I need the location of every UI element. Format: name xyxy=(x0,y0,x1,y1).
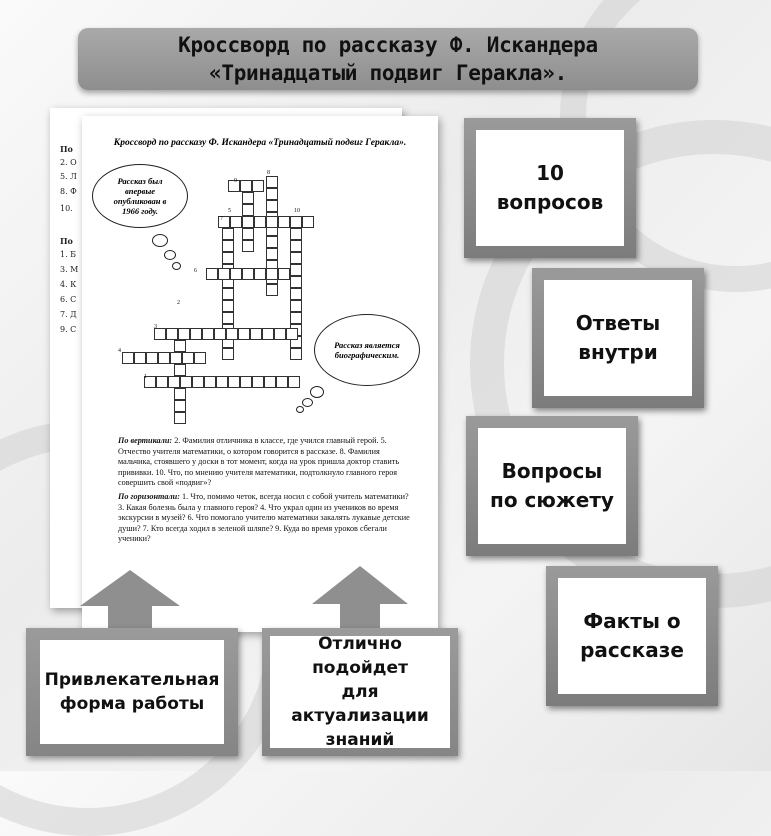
crossword-cell xyxy=(230,268,242,280)
crossword-cell xyxy=(222,240,234,252)
back-sheet-line: 9. С xyxy=(60,325,77,334)
thought-bubble xyxy=(296,406,304,413)
clue-number: 5 xyxy=(228,208,231,214)
crossword-cell xyxy=(242,228,254,240)
crossword-cell xyxy=(222,228,234,240)
crossword-cell xyxy=(290,300,302,312)
crossword-cell xyxy=(278,268,290,280)
crossword-cell xyxy=(290,264,302,276)
fact-cloud-text: Рассказ является биографическим. xyxy=(334,340,400,360)
crossword-cell xyxy=(238,328,250,340)
clue-number: 7 xyxy=(220,216,223,222)
crossword-cell xyxy=(122,352,134,364)
crossword-cell xyxy=(194,352,206,364)
crossword-cell xyxy=(288,376,300,388)
crossword-cell xyxy=(290,288,302,300)
crossword-cell xyxy=(290,348,302,360)
horizontal-clues xyxy=(118,492,414,545)
crossword-cell xyxy=(174,388,186,400)
benefit-box-attractive xyxy=(26,628,238,756)
clue-number: 6 xyxy=(194,268,197,274)
thought-bubble xyxy=(172,262,181,270)
crossword-cell xyxy=(262,328,274,340)
crossword-cell xyxy=(264,376,276,388)
benefit-box-label: Привлекательная форма работы xyxy=(40,640,224,744)
crossword-cell xyxy=(168,376,180,388)
horizontal-clues-text: 1. Что, помимо четок, всегда носил с собой учитель математики? 3. Какая болезнь была у главного героя? 4. Что украл один из учеников во время экскурсии в музей? 6. Что помогало учителю математики закалять лукавые детские души? 7. Кто всегда ходил в зеленой шляпе? 9. Куда во время уроков сбегали ученики? xyxy=(118,492,410,543)
crossword-cell xyxy=(242,192,254,204)
crossword-cell xyxy=(266,236,278,248)
crossword-cell xyxy=(222,252,234,264)
crossword-cell xyxy=(156,376,168,388)
crossword-cell xyxy=(134,352,146,364)
feature-card-answers xyxy=(532,268,704,408)
document-title: Кроссворд по рассказу Ф. Искандера «Тринадцатый подвиг Геракла». xyxy=(113,138,407,148)
clue-number: 10 xyxy=(294,208,300,214)
crossword-cell xyxy=(242,240,254,252)
crossword-cell xyxy=(290,240,302,252)
back-sheet-line: 3. М xyxy=(60,265,79,274)
thought-bubble xyxy=(152,234,168,247)
clue-number: 9 xyxy=(234,178,237,184)
crossword-cell xyxy=(266,176,278,188)
back-sheet-line: По xyxy=(60,236,73,246)
crossword-cell xyxy=(266,216,278,228)
title-banner xyxy=(78,28,698,90)
clue-number: 3 xyxy=(154,324,157,330)
crossword-cell xyxy=(174,412,186,424)
crossword-cell xyxy=(206,268,218,280)
back-sheet-line: 5. Л xyxy=(60,172,77,181)
crossword-cell xyxy=(276,376,288,388)
horizontal-clues-title: По горизонтали: xyxy=(118,492,180,501)
vertical-clues-text: 2. Фамилия отличника в классе, где учился главный герой. 5. Отчество учителя математики, о котором говорится в рассказе. 8. Фамилия мальчика, стоявшего у доски в тот момент, когда на урок пришла доктор ставить прививки. 10. Что, по мнению учителя математики, подтолкнуло главного героя совершить свой «подвиг»? xyxy=(118,436,400,487)
crossword-cell xyxy=(290,216,302,228)
crossword-cell xyxy=(266,200,278,212)
crossword-sheet xyxy=(82,116,438,632)
crossword-cell xyxy=(192,376,204,388)
clue-number: 1 xyxy=(144,374,147,380)
crossword-cell xyxy=(222,300,234,312)
crossword-cell xyxy=(158,352,170,364)
crossword-cell xyxy=(222,312,234,324)
crossword-cell xyxy=(266,268,278,280)
crossword-cell xyxy=(182,352,194,364)
crossword-cell xyxy=(174,400,186,412)
benefit-box-knowledge xyxy=(262,628,458,756)
back-sheet-line: 4. К xyxy=(60,280,77,289)
crossword-cell xyxy=(266,284,278,296)
crossword-cell xyxy=(178,328,190,340)
crossword-cell xyxy=(190,328,202,340)
crossword-cell xyxy=(274,328,286,340)
crossword-cell xyxy=(290,312,302,324)
back-sheet-line: По xyxy=(60,144,73,154)
crossword-cell xyxy=(290,276,302,288)
clue-number: 4 xyxy=(118,348,121,354)
crossword-cell xyxy=(252,376,264,388)
crossword-cell xyxy=(170,352,182,364)
crossword-cell xyxy=(266,188,278,200)
crossword-cell xyxy=(242,204,254,216)
feature-card-label: Вопросы по сюжету xyxy=(490,459,614,512)
feature-card-label: Ответы внутри xyxy=(575,311,661,364)
feature-card-label: Факты о рассказе xyxy=(580,609,684,662)
feature-card-facts xyxy=(546,566,718,706)
thought-bubble xyxy=(164,250,176,260)
page-title: Кроссворд по рассказу Ф. Искандера «Тринадцатый подвиг Геракла». xyxy=(178,33,598,85)
crossword-cell xyxy=(286,328,298,340)
benefit-box-label: Отлично подойдет для актуализации знаний xyxy=(270,636,450,748)
crossword-cell xyxy=(250,328,262,340)
crossword-cell xyxy=(228,376,240,388)
crossword-cell xyxy=(202,328,214,340)
feature-card-plot xyxy=(466,416,638,556)
crossword-cell xyxy=(240,180,252,192)
back-sheet-line: 6. С xyxy=(60,295,77,304)
fact-cloud-biographical xyxy=(314,314,420,386)
back-sheet-line: 2. О xyxy=(60,158,77,167)
crossword-cell xyxy=(242,216,254,228)
feature-card-label: 10 вопросов xyxy=(496,161,604,214)
crossword-cell xyxy=(242,268,254,280)
crossword-cell xyxy=(174,340,186,352)
crossword-cell xyxy=(222,348,234,360)
crossword-cell xyxy=(174,364,186,376)
crossword-cell xyxy=(226,328,238,340)
crossword-cell xyxy=(240,376,252,388)
back-sheet-line: 8. Ф xyxy=(60,187,77,196)
crossword-cell xyxy=(166,328,178,340)
crossword-cell xyxy=(266,248,278,260)
up-arrow-icon xyxy=(80,570,180,630)
crossword-cell xyxy=(216,376,228,388)
crossword-cell xyxy=(290,252,302,264)
crossword-cell xyxy=(290,228,302,240)
back-sheet-line: 10. xyxy=(60,204,73,213)
up-arrow-icon xyxy=(312,566,408,630)
crossword-cell xyxy=(180,376,192,388)
crossword-cell xyxy=(252,180,264,192)
vertical-clues xyxy=(118,436,414,489)
back-sheet-line: 7. Д xyxy=(60,310,77,319)
crossword-cell xyxy=(204,376,216,388)
crossword-cell xyxy=(222,288,234,300)
fact-cloud-text: Рассказ был впервые опубликован в 1966 году. xyxy=(113,176,167,216)
thought-bubble xyxy=(310,386,324,398)
crossword-cell xyxy=(302,216,314,228)
feature-card-questions xyxy=(464,118,636,258)
fact-cloud-publication xyxy=(92,164,188,228)
clue-number: 2 xyxy=(177,300,180,306)
back-sheet-line: 1. Б xyxy=(60,250,77,259)
crossword-cell xyxy=(254,268,266,280)
crossword-cell xyxy=(214,328,226,340)
crossword-cell xyxy=(146,352,158,364)
thought-bubble xyxy=(302,398,313,407)
crossword-cell xyxy=(218,268,230,280)
crossword-cell xyxy=(278,216,290,228)
crossword-cell xyxy=(254,216,266,228)
clue-number: 8 xyxy=(267,170,270,176)
vertical-clues-title: По вертикали: xyxy=(118,436,173,445)
crossword-cell xyxy=(230,216,242,228)
